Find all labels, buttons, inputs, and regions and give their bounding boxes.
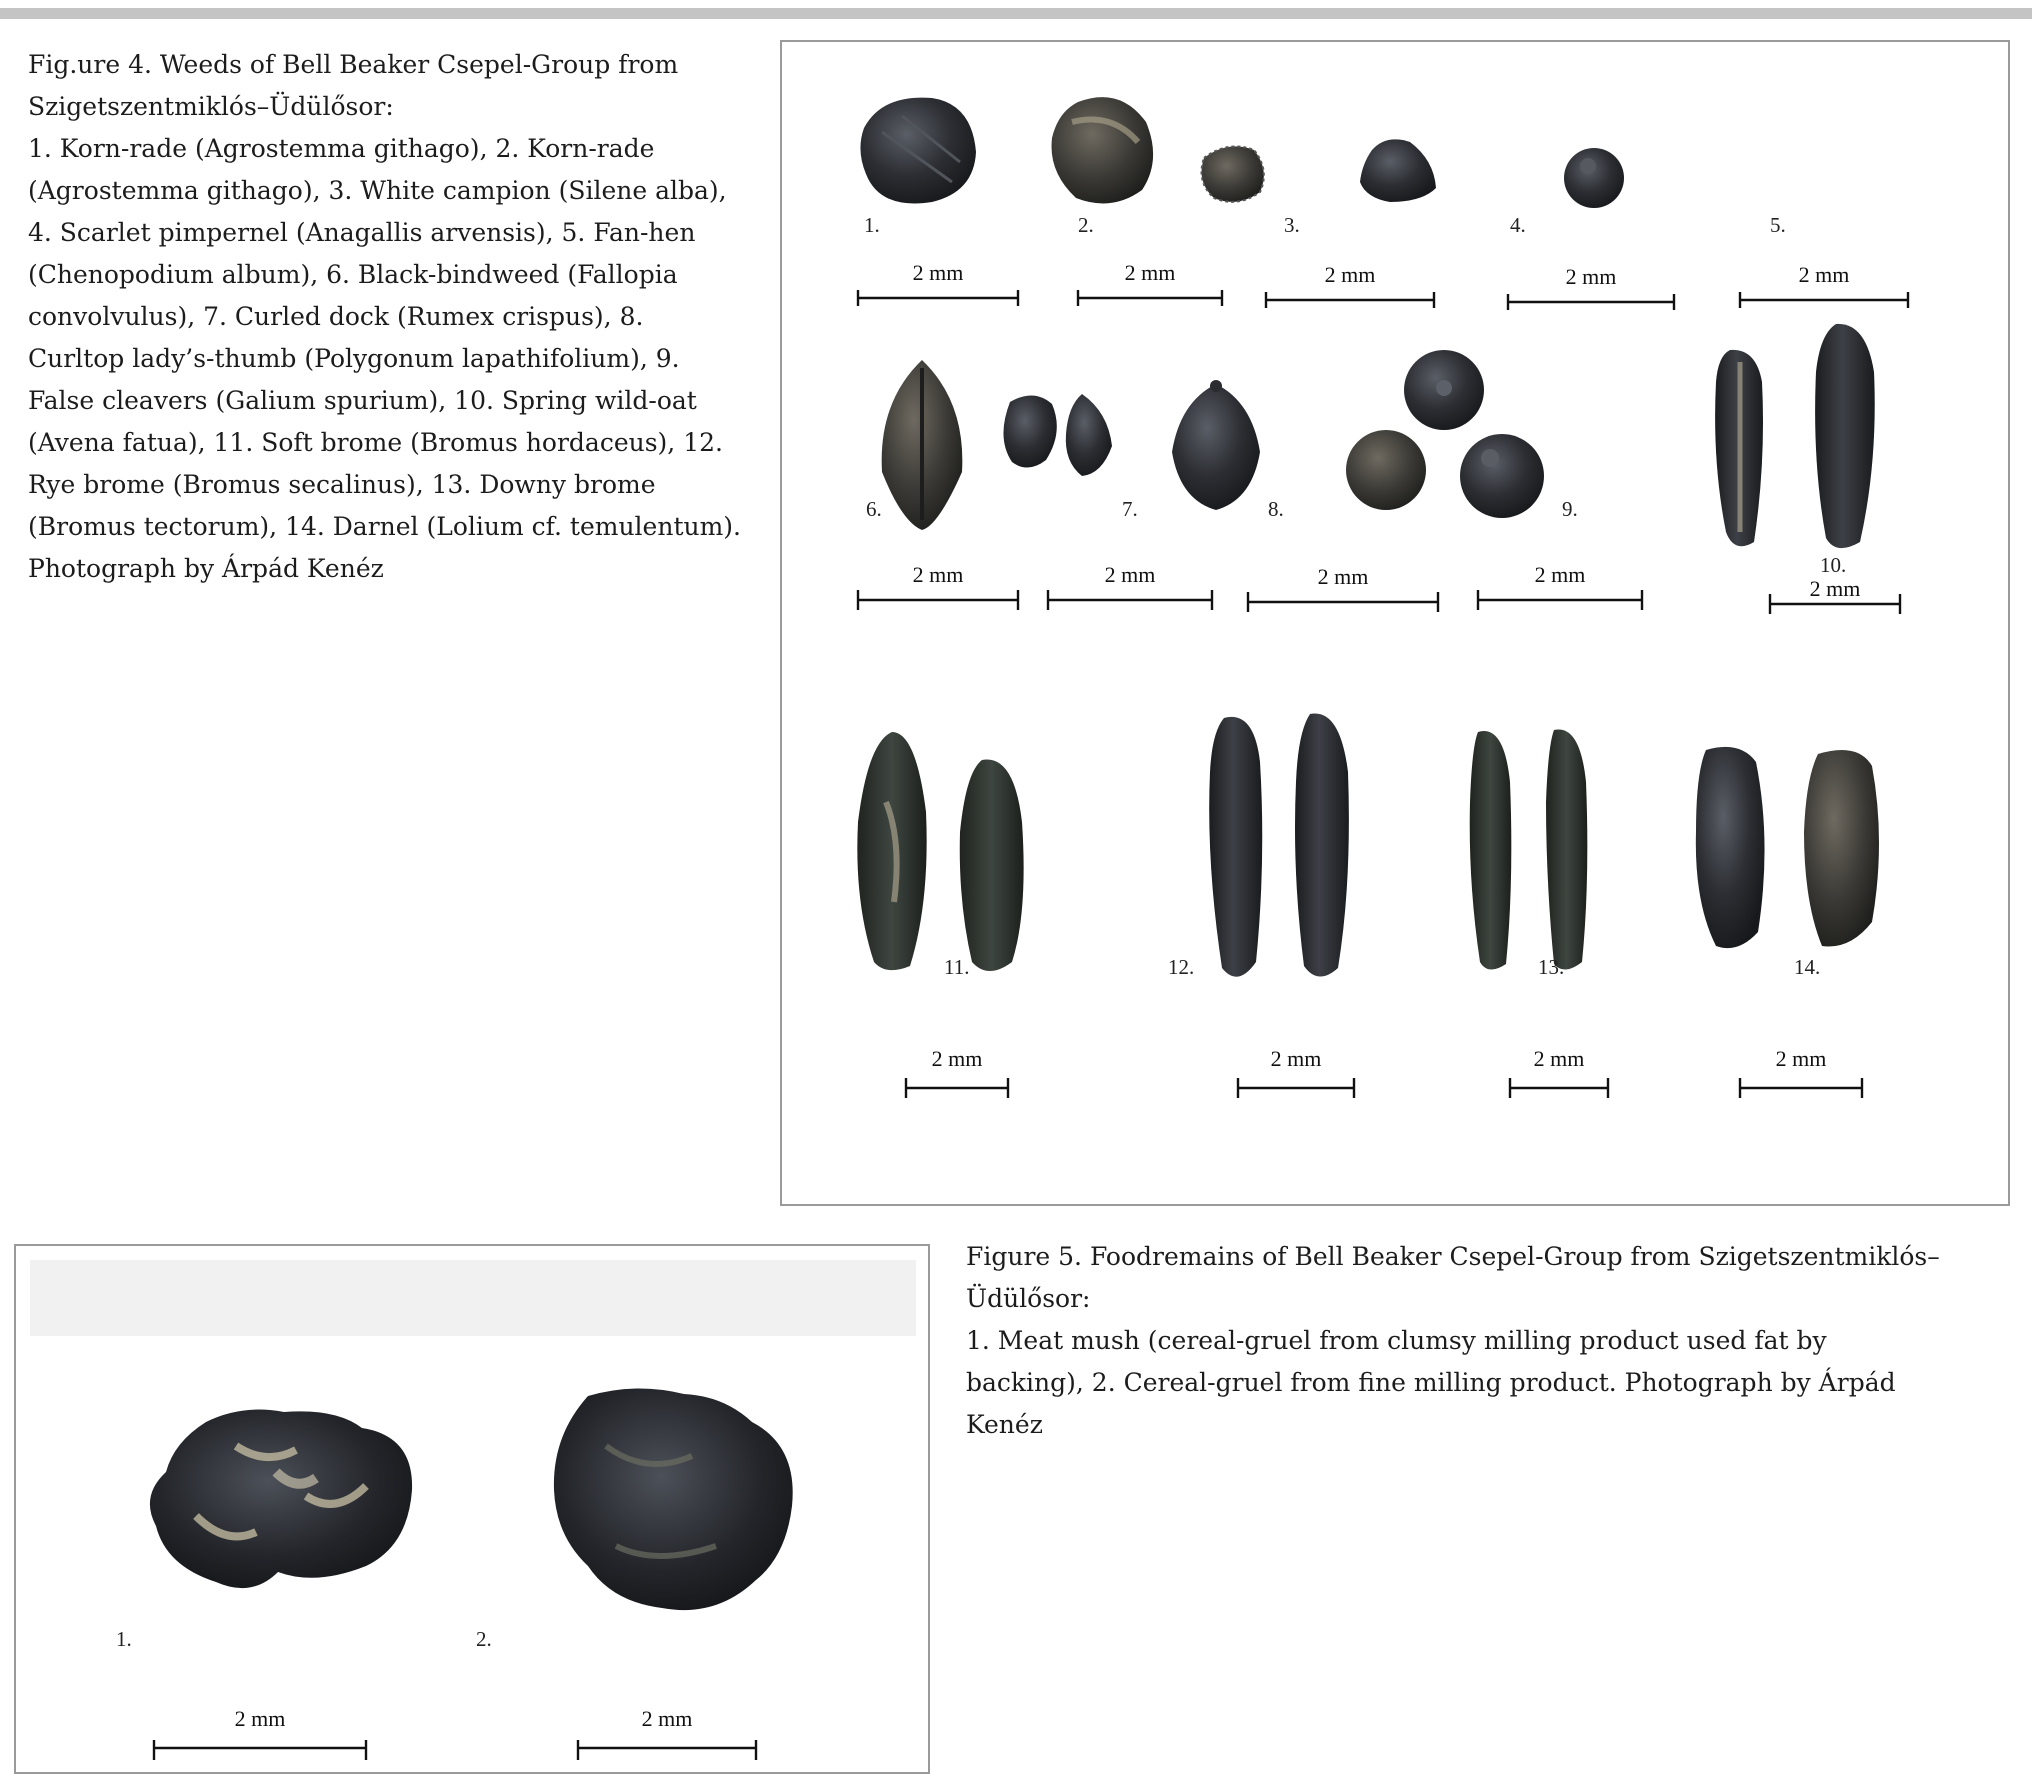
specimen-13-scale-label: 2 mm (1533, 1046, 1585, 1071)
specimen-10-image (1715, 324, 1875, 548)
figure-5-photo (16, 1246, 928, 1772)
figure-5-plate (14, 1244, 930, 1774)
specimen-3-scale-label: 2 mm (1324, 262, 1376, 287)
food-specimen-1-image (150, 1410, 412, 1589)
specimen-9-scale-label: 2 mm (1534, 562, 1586, 587)
figure-5-caption-title: Figure 5. Foodremains of Bell Beaker Csepel-Group from Szigetszentmiklós–Üdülősor: (966, 1242, 1940, 1313)
specimen-4-scale-label: 2 mm (1565, 264, 1617, 289)
specimen-7-image (1003, 394, 1112, 476)
specimen-6-label: 6. (866, 497, 882, 521)
specimen-12-image (1209, 713, 1349, 976)
top-rule (0, 8, 2032, 19)
specimen-6-scale-label: 2 mm (912, 562, 964, 587)
food-specimen-2-image (554, 1388, 793, 1610)
specimen-1-scale-label: 2 mm (912, 260, 964, 285)
specimen-12-label: 12. (1168, 955, 1195, 979)
food-specimen-1-scale-label: 2 mm (234, 1706, 286, 1731)
specimen-9-image (1346, 350, 1544, 518)
specimen-11-scale-bar (906, 1078, 1008, 1098)
specimen-6-image (882, 360, 963, 530)
specimen-5-label: 5. (1770, 213, 1786, 237)
specimen-10-label: 10. (1820, 553, 1847, 577)
specimen-8-scale-label: 2 mm (1317, 564, 1369, 589)
specimen-2-label: 2. (1078, 213, 1094, 237)
specimen-2-image (1052, 97, 1154, 203)
specimen-8-label: 8. (1268, 497, 1284, 521)
specimen-4-image (1360, 139, 1436, 202)
figure-4-plate (780, 40, 2010, 1206)
specimen-14-image (1696, 747, 1879, 948)
specimen-1-scale-bar (858, 290, 1018, 306)
specimen-7-label: 7. (1122, 497, 1138, 521)
specimen-6-scale-bar (858, 590, 1018, 610)
specimen-5-scale-label: 2 mm (1798, 262, 1850, 287)
specimen-11-image (857, 732, 1023, 971)
specimen-9-scale-bar (1478, 590, 1642, 610)
specimen-5-image (1564, 148, 1624, 208)
figure-4-photo (782, 42, 2008, 1204)
specimen-14-label: 14. (1794, 955, 1821, 979)
figure-5-caption (966, 1236, 1946, 1446)
specimen-1-image (860, 98, 976, 204)
specimen-13-label: 13. (1538, 955, 1565, 979)
figure-4-caption (28, 44, 744, 590)
specimen-14-scale-label: 2 mm (1775, 1046, 1827, 1071)
specimen-3-label: 3. (1284, 213, 1300, 237)
specimen-7-scale-label: 2 mm (1104, 562, 1156, 587)
specimen-13-scale-bar (1510, 1078, 1608, 1098)
food-specimen-1-label: 1. (116, 1627, 132, 1651)
specimen-2-scale-label: 2 mm (1124, 260, 1176, 285)
specimen-11-scale-label: 2 mm (931, 1046, 983, 1071)
food-specimen-1-scale-bar (154, 1740, 366, 1760)
specimen-1-label: 1. (864, 213, 880, 237)
specimen-13-image (1470, 729, 1588, 969)
food-specimen-2-label: 2. (476, 1627, 492, 1651)
specimen-3-scale-bar (1266, 292, 1434, 308)
specimen-10-scale-label: 2 mm (1809, 576, 1861, 601)
specimen-8-scale-bar (1248, 592, 1438, 612)
figure-4-caption-title: Fig.ure 4. Weeds of Bell Beaker Csepel-Group from Szigetszentmiklós–Üdülősor: (28, 50, 679, 121)
specimen-14-scale-bar (1740, 1078, 1862, 1098)
specimen-5-scale-bar (1740, 292, 1908, 308)
food-specimen-2-scale-label: 2 mm (641, 1706, 693, 1731)
specimen-11-label: 11. (944, 955, 970, 979)
specimen-12-scale-label: 2 mm (1270, 1046, 1322, 1071)
figure-5-caption-body: 1. Meat mush (cereal-gruel from clumsy milling product used fat by backing), 2. Cereal-gruel from fine milling product. Photograph by Árpád Kenéz (966, 1326, 1896, 1439)
specimen-12-scale-bar (1238, 1078, 1354, 1098)
figure-4-caption-body: 1. Korn-rade (Agrostemma githago), 2. Korn-rade (Agrostemma githago), 3. White campion (Silene alba), 4. Scarlet pimpernel (Anagallis arvensis), 5. Fan-hen (Chenopodium album), 6. Black-bindweed (Fallopia convolvulus), 7. Curled dock (Rumex crispus), 8. Curltop lady’s-thumb (Polygonum lapathifolium), 9. False cleavers (Galium spurium), 10. Spring wild-oat (Avena fatua), 11. Soft brome (Bromus hordaceus), 12. Rye brome (Bromus secalinus), 13. Downy brome (Bromus tectorum), 14. Darnel (Lolium cf. temulentum). Photograph by Árpád Kenéz (28, 134, 742, 583)
specimen-3-image (1202, 146, 1264, 201)
specimen-7-scale-bar (1048, 590, 1212, 610)
food-specimen-2-scale-bar (578, 1740, 756, 1760)
specimen-8-image (1172, 380, 1260, 510)
specimen-4-scale-bar (1508, 294, 1674, 310)
specimen-4-label: 4. (1510, 213, 1526, 237)
specimen-9-label: 9. (1562, 497, 1578, 521)
specimen-2-scale-bar (1078, 290, 1222, 306)
